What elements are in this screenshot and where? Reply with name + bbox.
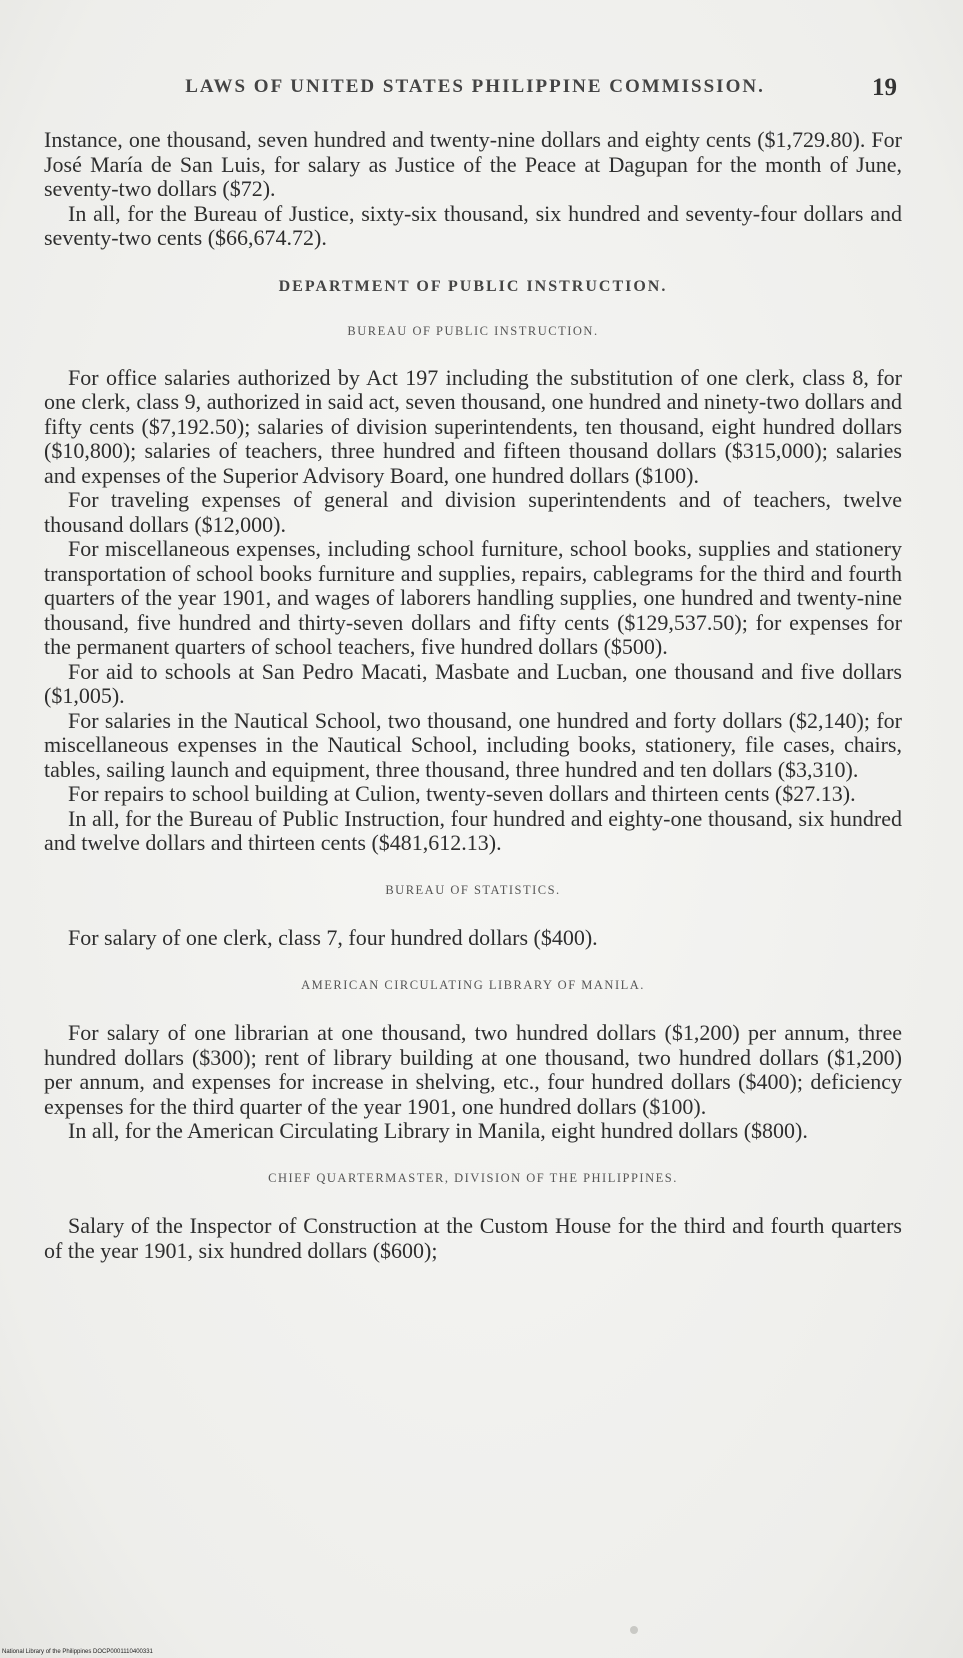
paragraph-librarian-salary: For salary of one librarian at one thousand, two hundred dollars ($1,200) per annum, three hundred dollars ($300); rent of library building at one thousand, two hundred dollars ($1,200) per annum, and expenses for increase in shelving, etc., four hundred dollars ($400); deficiency expenses for the third quarter of the year 1901, one hundred dollars ($100).: [44, 1020, 902, 1119]
paragraph-statistics-clerk: For salary of one clerk, class 7, four hundred dollars ($400).: [68, 925, 598, 950]
paragraph-continued: Instance, one thousand, seven hundred and twenty-nine dollars and eighty cents ($1,729.80). For José María de San Luis, for salary as Justice of the Peace at Dagupan for the month of June, seventy-two dollars ($72).: [44, 127, 902, 201]
ink-spot: [630, 1626, 638, 1634]
paragraph-aid-to-schools: For aid to schools at San Pedro Macati, Masbate and Lucban, one thousand and five dollars ($1,005).: [44, 658, 902, 708]
paragraph-office-salaries: For office salaries authorized by Act 197 including the substitution of one clerk, class 8, for one clerk, class 9, authorized in said act, seven thousand, one hundred and ninety-two dollars and fifty cents ($7,192.50); salaries of division superintendents, ten thousand, eight hundred dollars ($10,800); salaries of teachers, three hundred and fifteen thousand dollars ($315,000); salaries and expenses of the Superior Advisory Board, one hundred dollars ($100).: [44, 364, 902, 488]
paragraph-public-instruction-total: In all, for the Bureau of Public Instruction, four hundred and eighty-one thousand, six hundred and twelve dollars and thirteen cents ($481,612.13).: [44, 805, 902, 855]
paragraph-miscellaneous-expenses: For miscellaneous expenses, including school furniture, school books, supplies and stationery transportation of school books furniture and supplies, repairs, cablegrams for the third and fourth quarters of the year 1901, and wages of laborers handling supplies, one hundred and twenty-nine thousand, five hundred and thirty-seven dollars and fifty cents ($129,537.50); for expenses for the permanent quarters of school teachers, five hundred dollars ($500).: [44, 536, 902, 659]
page-number: 19: [872, 74, 897, 101]
running-head: LAWS OF UNITED STATES PHILIPPINE COMMISSION.: [185, 76, 765, 97]
paragraph-traveling-expenses: For traveling expenses of general and division superintendents and of teachers, twelve thousand dollars ($12,000).: [44, 487, 902, 537]
statistics-heading: BUREAU OF STATISTICS.: [385, 882, 561, 897]
library-heading: AMERICAN CIRCULATING LIBRARY OF MANILA.: [301, 977, 645, 992]
department-heading: DEPARTMENT OF PUBLIC INSTRUCTION.: [278, 277, 668, 295]
source-footer: National Library of the Philippines DOCP0001110400331: [2, 1649, 153, 1655]
bureau-heading: BUREAU OF PUBLIC INSTRUCTION.: [347, 324, 599, 338]
paragraph-nautical-school: For salaries in the Nautical School, two thousand, one hundred and forty dollars ($2,140); for miscellaneous expenses in the Nautical School, including books, stationery, file cases, chairs, tables, sailing launch and equipment, three thousand, three hundred and ten dollars ($3,310).: [44, 707, 902, 782]
page-body: [44, 128, 902, 1263]
paragraph-bureau-justice-total: In all, for the Bureau of Justice, sixty-six thousand, six hundred and seventy-four dollars and seventy-two cents ($66,674.72).: [44, 200, 902, 250]
paragraph-culion-repairs: For repairs to school building at Culion, twenty-seven dollars and thirteen cents ($27.13).: [68, 781, 856, 806]
paragraph-inspector-salary: Salary of the Inspector of Construction at the Custom House for the third and fourth quarters of the year 1901, six hundred dollars ($600);: [44, 1213, 902, 1263]
quartermaster-heading: CHIEF QUARTERMASTER, DIVISION OF THE PHILIPPINES.: [268, 1170, 678, 1185]
paragraph-library-total: In all, for the American Circulating Library in Manila, eight hundred dollars ($800).: [68, 1118, 808, 1143]
